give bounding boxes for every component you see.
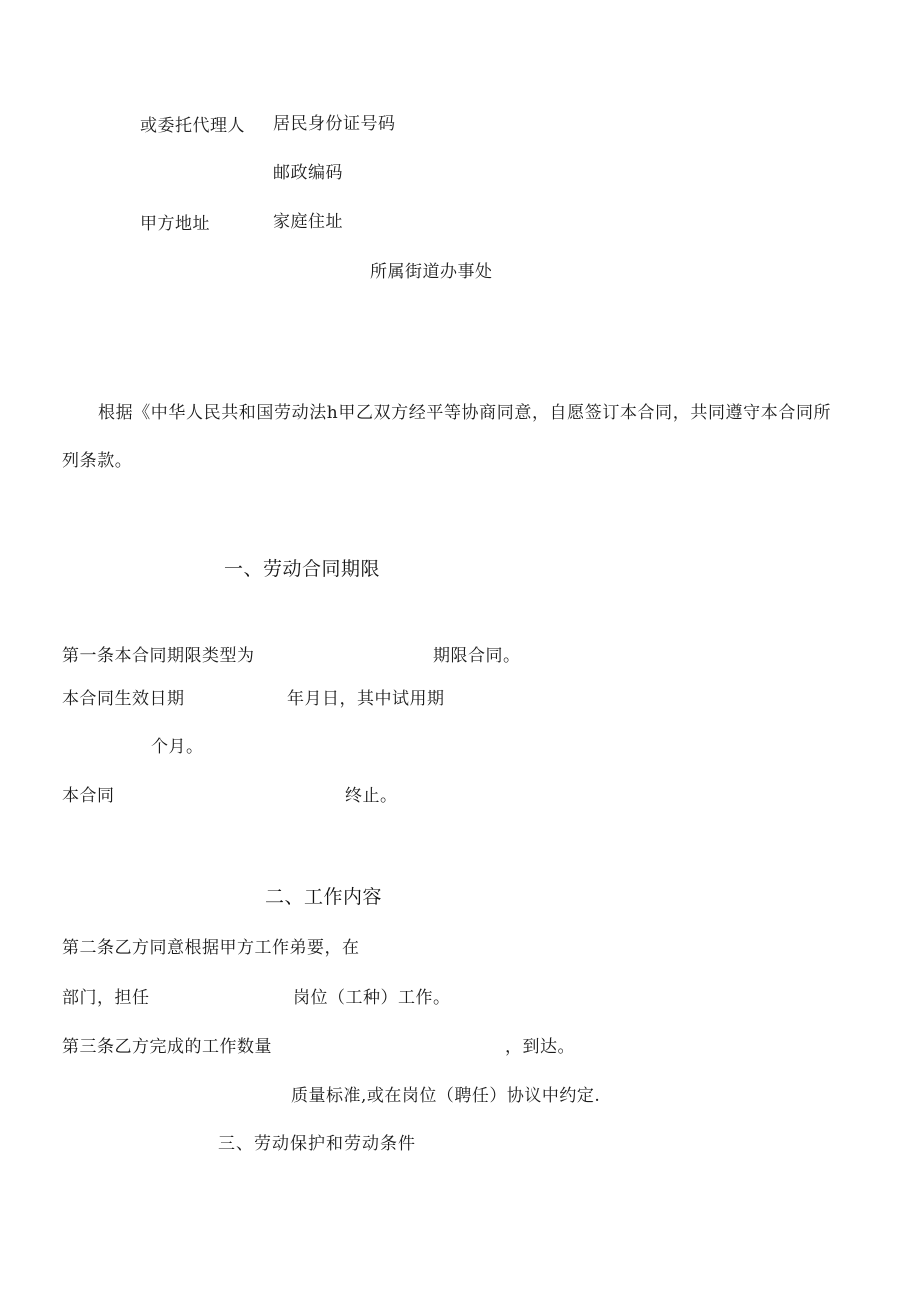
termination-label: 本合同 <box>62 786 115 806</box>
article-1-text: 第一条本合同期限类型为 <box>62 646 255 666</box>
agent-label: 或委托代理人 <box>140 116 245 136</box>
quality-standard-text: 质量标准,或在岗位（聘任）协议中约定. <box>291 1086 601 1106</box>
probation-months: 个月。 <box>151 737 204 757</box>
termination-text: 终止。 <box>345 786 398 806</box>
article-3-text: 第三条乙方完成的工作数量 <box>62 1037 272 1057</box>
article-3-reach: ，到达。 <box>505 1037 575 1057</box>
effective-date-probation: 年月日，其中试用期 <box>287 689 445 709</box>
postcode-label: 邮政编码 <box>273 163 343 183</box>
preamble-text: 根据《中华人民共和国劳动法h甲乙双方经平等协商同意，自愿签订本合同，共同遵守本合同所列条款。 <box>62 403 832 471</box>
effective-date-label: 本合同生效日期 <box>62 689 185 709</box>
article-1-term-type: 期限合同。 <box>433 646 521 666</box>
party-a-address-label: 甲方地址 <box>140 214 210 234</box>
home-address-label: 家庭住址 <box>273 212 343 232</box>
section-3-heading: 三、劳动保护和劳动条件 <box>218 1134 416 1154</box>
subdistrict-label: 所属街道办事处 <box>370 262 493 282</box>
section-2-heading: 二、工作内容 <box>265 886 383 908</box>
article-2-text: 第二条乙方同意根据甲方工作弟要，在 <box>62 938 360 958</box>
id-number-label: 居民身份证号码 <box>273 114 396 134</box>
section-1-heading: 一、劳动合同期限 <box>224 558 381 580</box>
position-label: 岗位（工种）工作。 <box>293 988 451 1008</box>
department-label: 部门，担任 <box>62 988 150 1008</box>
preamble-paragraph <box>62 389 842 485</box>
